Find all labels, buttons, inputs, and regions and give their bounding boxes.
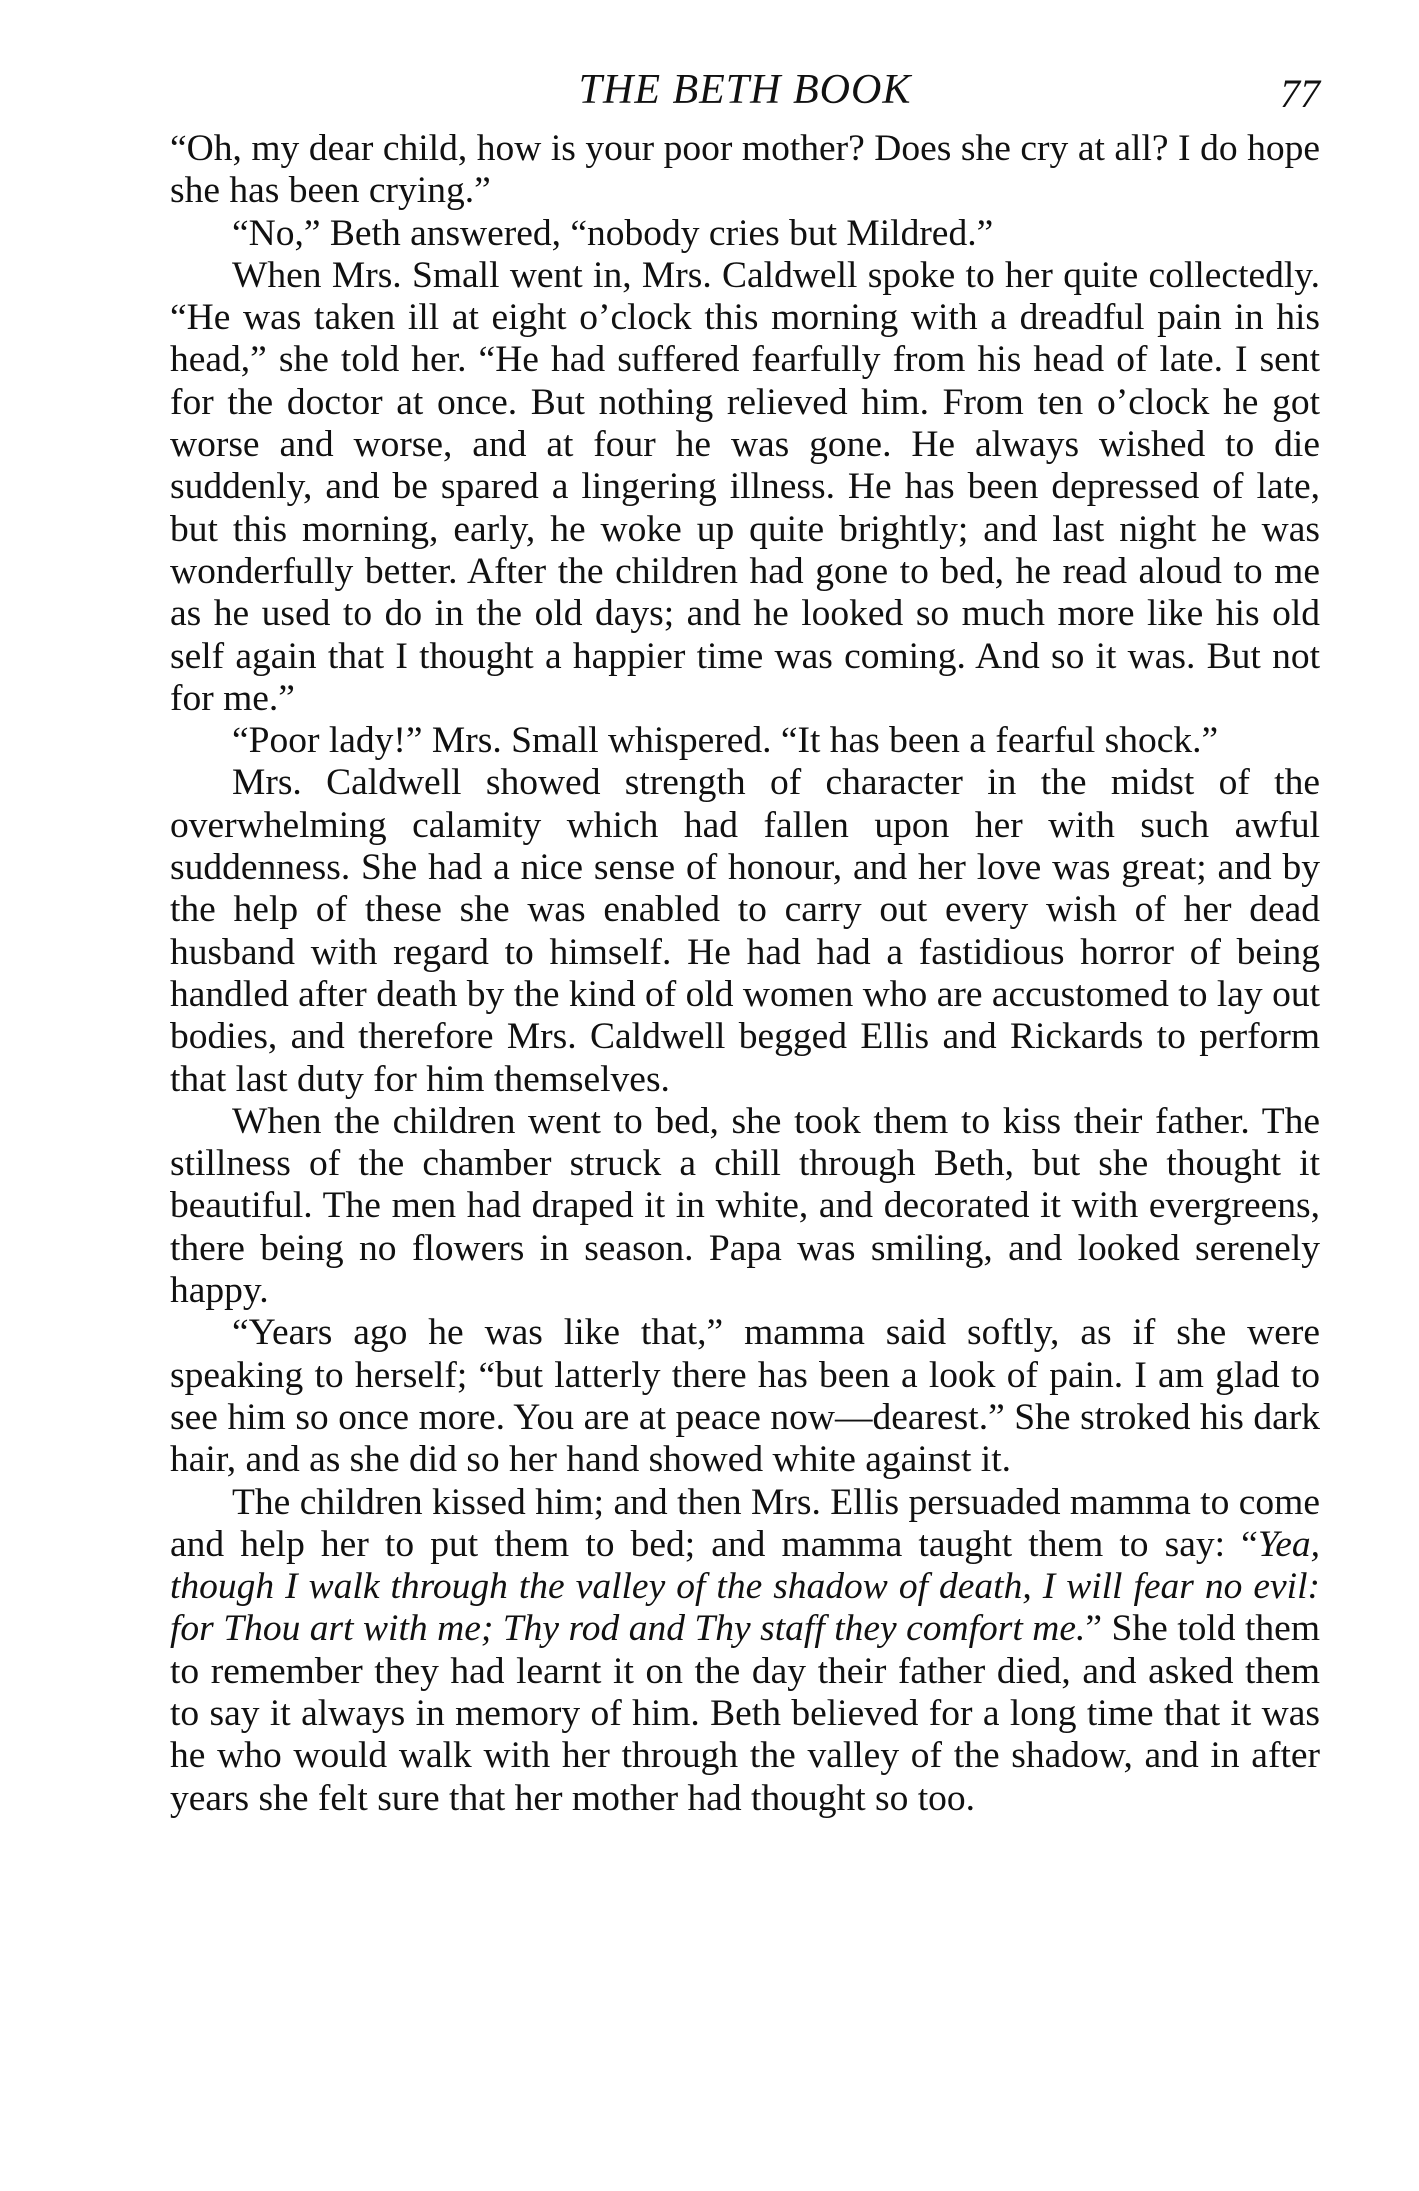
paragraph-8 [170,1482,1320,1820]
page-number: 77 [1280,71,1320,116]
paragraph-5: Mrs. Caldwell showed strength of character in the midst of the overwhelming calamity which had fallen upon her with such awful suddenness. She had a nice sense of honour, and her love was great; and by the help of these she was enabled to carry out every wish of her dead husband with regard to himself. He had had a fastidious horror of being handled after death by the kind of old women who are accustomed to lay out bodies, and therefore Mrs. Caldwell begged Ellis and Rickards to perform that last duty for him themselves. [170,762,1320,1100]
body-text [170,128,1320,1820]
paragraph-6: When the children went to bed, she took them to kiss their father. The stillness of the chamber struck a chill through Beth, but she thought it beautiful. The men had draped it in white, and decorated it with evergreens, there being no flowers in season. Papa was smiling, and looked serenely happy. [170,1100,1320,1312]
paragraph-2: “No,” Beth answered, “nobody cries but Mildred.” [232,212,994,254]
paragraph-1: “Oh, my dear child, how is your poor mother? Does she cry at all? I do hope she has been crying.” [170,128,1320,212]
paragraph-3: When Mrs. Small went in, Mrs. Caldwell spoke to her quite collectedly. “He was taken ill at eight o’clock this morning with a dreadful pain in his head,” she told her. “He had suffered fearfully from his head of late. I sent for the doctor at once. But nothing relieved him. From ten o’clock he got worse and worse, and at four he was gone. He always wished to die suddenly, and be spared a lingering illness. He has been depressed of late, but this morning, early, he woke up quite brightly; and last night he was wonderfully better. After the children had gone to bed, he read aloud to me as he used to do in the old days; and he looked so much more like his old self again that I thought a happier time was coming. And so it was. But not for me.” [170,254,1320,719]
paragraph-8-after: ” She told them to remember they had learnt it on the day their father died, and asked them to say it always in memory of him. Beth believed for a long time that it was he who would walk with her through the valley of the shadow, and in after years she felt sure that her mother had thought so too. [170,1608,1320,1819]
paragraph-7: “Years ago he was like that,” mamma said softly, as if she were speaking to herself; “but latterly there has been a look of pain. I am glad to see him so once more. You are at peace now—dearest.” She stroked his dark hair, and as she did so her hand showed white against it. [170,1312,1320,1481]
book-title: THE BETH BOOK [578,67,912,113]
running-head [170,60,1320,120]
paragraph-4: “Poor lady!” Mrs. Small whispered. “It has been a fearful shock.” [232,720,1219,762]
paragraph-8-before: The children kissed him; and then Mrs. Ellis persuaded mamma to come and help her to put them to bed; and mamma taught them to say: “ [170,1481,1320,1565]
psalm-quote: Yea, though I walk through the valley of the shadow of death, I will fear no evil: for Thou art with me; Thy rod and Thy staff they comfort me. [170,1523,1320,1650]
